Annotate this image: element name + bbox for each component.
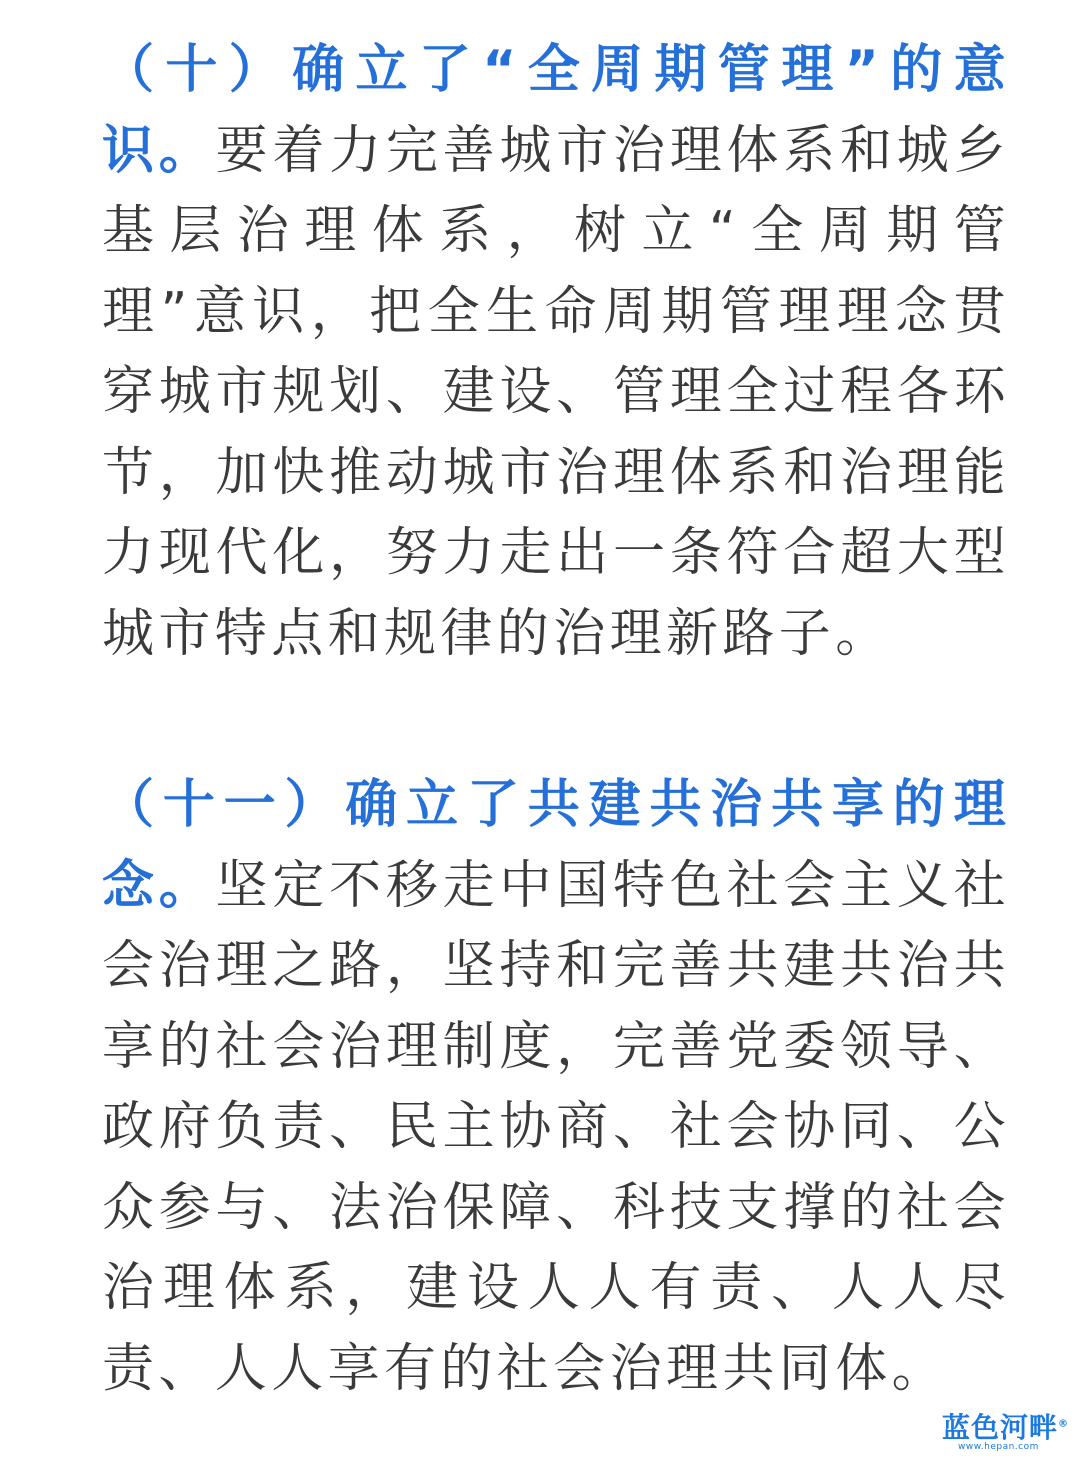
section-body: 坚定不移走中国特色社会主义社会治理之路，坚持和完善共建共治共享的社会治理制度，完善党委领导、政府负责、民主协商、社会协同、公众参与、法治保障、科技支撑的社会治理体系，建设人人有责、人人尽责、人人享有的社会治理共同体。 [102,855,1010,1399]
watermark-url: www.hepan.com [958,1442,1039,1452]
section-body: 要着力完善城市治理体系和城乡基层治理体系，树立“全周期管理”意识，把全生命周期管理理念贯穿城市规划、建设、管理全过程各环节，加快推动城市治理体系和治理能力现代化，努力走出一条符合超大型城市特点和规律的治理新路子。 [102,120,1010,664]
section-heading: （十）确立了“全周期管理”的意识。 [102,40,1010,181]
section-heading: （十一）确立了共建共治共享的理念。 [102,775,1010,916]
section-paragraph [70,30,1010,674]
brand-watermark-logo [942,1406,1070,1458]
article-content [70,30,1010,1409]
watermark-brand: 蓝色河畔® [942,1411,1070,1444]
section-paragraph [70,765,1010,1409]
